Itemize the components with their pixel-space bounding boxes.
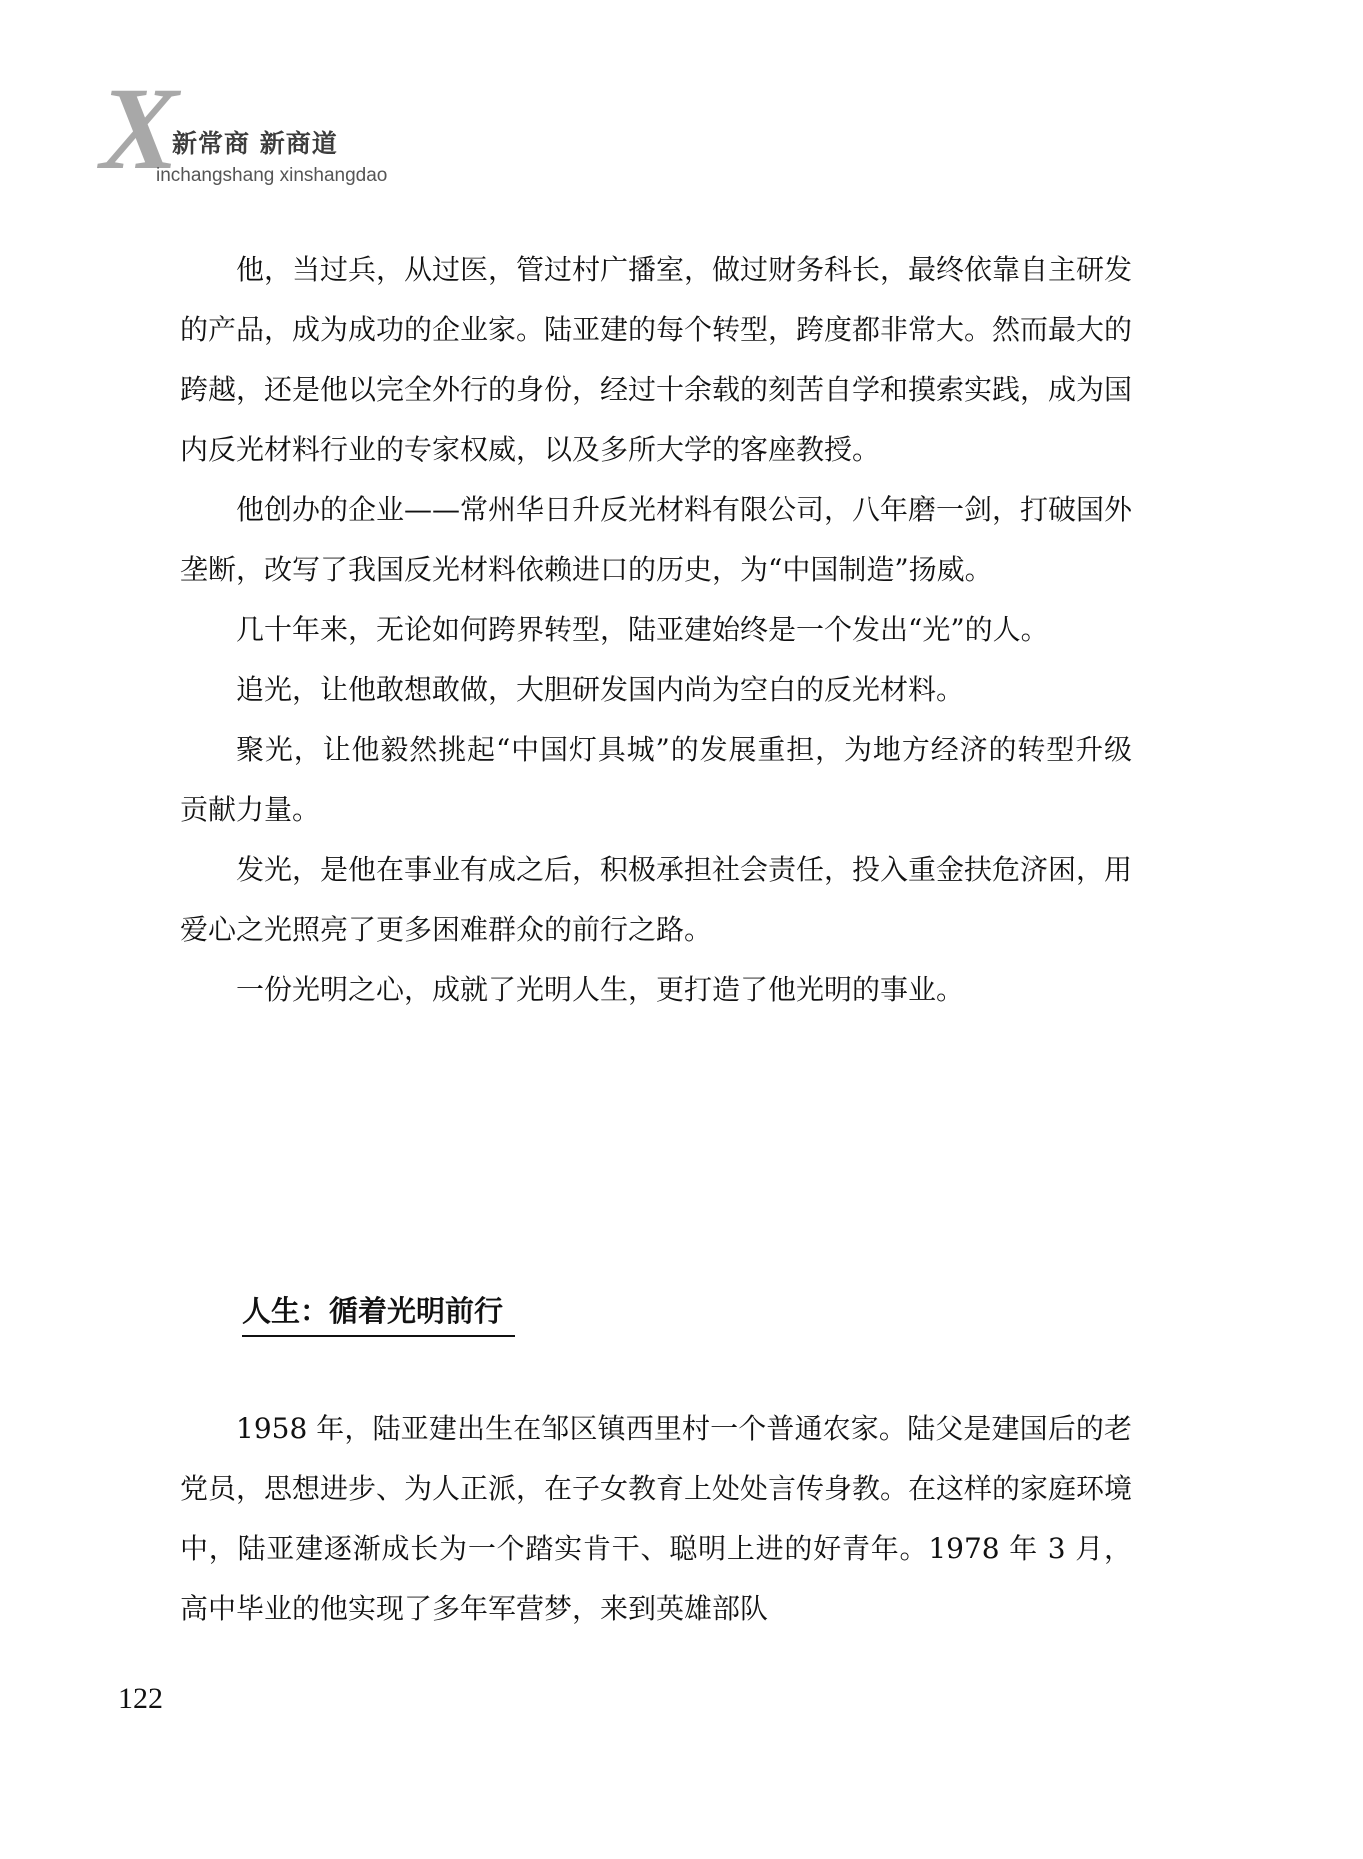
paragraph: 发光，是他在事业有成之后，积极承担社会责任，投入重金扶危济困，用爱心之光照亮了更多困难群众的前行之路。 <box>180 853 1133 946</box>
paragraph: 1958 年，陆亚建出生在邹区镇西里村一个普通农家。陆父是建国后的老党员，思想进步、为人正派，在子女教育上处处言传身教。在这样的家庭环境中，陆亚建逐渐成长为一个踏实肯干、聪明上进的好青年。1978 年 3 月，高中毕业的他实现了多年军营梦，来到英雄部队 <box>180 1412 1133 1625</box>
paragraph: 一份光明之心，成就了光明人生，更打造了他光明的事业。 <box>236 973 965 1006</box>
header-pinyin: inchangshang xinshangdao <box>156 165 388 186</box>
logo-letter: X <box>100 63 179 194</box>
paragraph: 几十年来，无论如何跨界转型，陆亚建始终是一个发出“光”的人。 <box>236 613 1049 646</box>
paragraph: 聚光，让他毅然挑起“中国灯具城”的发展重担，为地方经济的转型升级贡献力量。 <box>180 733 1132 826</box>
body-text-top <box>180 240 1132 1020</box>
header-logo <box>100 63 440 208</box>
body-text-bottom <box>180 1399 1132 1639</box>
section-title: 人生：循着光明前行 <box>242 1291 515 1337</box>
page-number: 122 <box>118 1682 163 1715</box>
paragraph: 他创办的企业——常州华日升反光材料有限公司，八年磨一剑，打破国外垄断，改写了我国反光材料依赖进口的历史，为“中国制造”扬威。 <box>180 493 1133 586</box>
paragraph: 追光，让他敢想敢做，大胆研发国内尚为空白的反光材料。 <box>236 673 965 706</box>
paragraph: 他，当过兵，从过医，管过村广播室，做过财务科长，最终依靠自主研发的产品，成为成功的企业家。陆亚建的每个转型，跨度都非常大。然而最大的跨越，还是他以完全外行的身份，经过十余载的刻苦自学和摸索实践，成为国内反光材料行业的专家权威，以及多所大学的客座教授。 <box>180 253 1133 466</box>
header-title: 新常商 新商道 <box>172 129 338 158</box>
